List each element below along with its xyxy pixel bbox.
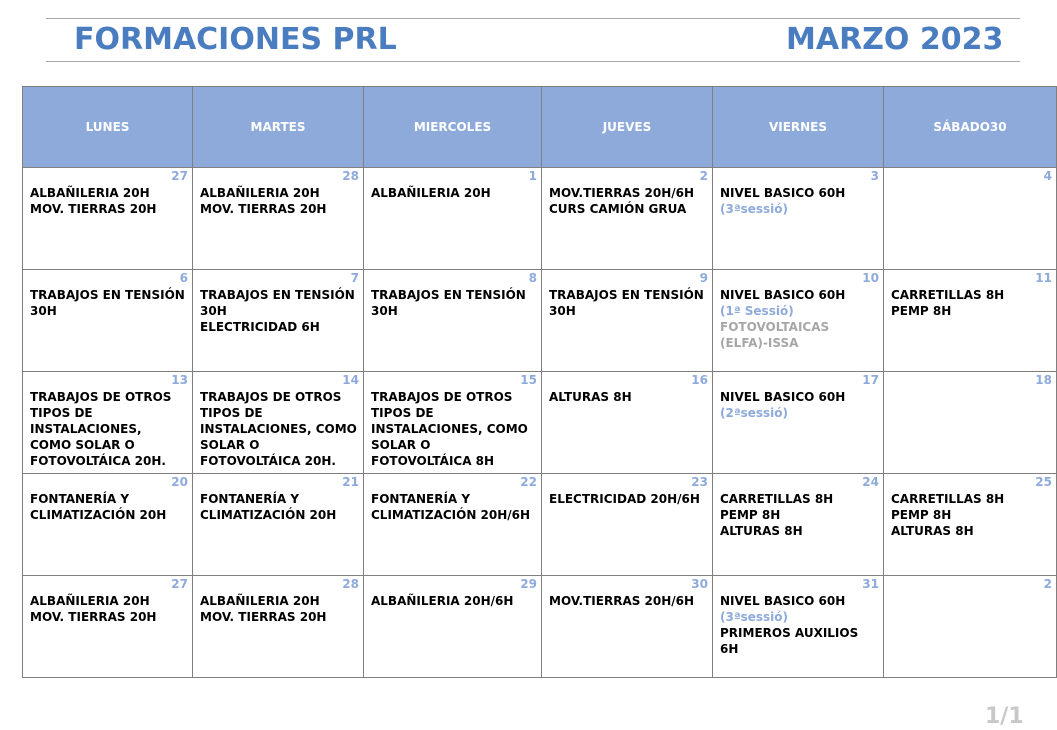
- course-entry: ALBAÑILERIA 20H/6H: [371, 594, 514, 608]
- course-entry: NIVEL BASICO 60H: [720, 594, 846, 608]
- day-cell: [884, 168, 1057, 270]
- day-cell: [713, 576, 884, 678]
- course-list: [364, 183, 541, 201]
- calendar-table: [22, 86, 1057, 678]
- course-entry: FONTANERÍA Y CLIMATIZACIÓN 20H: [30, 492, 167, 522]
- course-entry: CURS CAMIÓN GRUA: [549, 202, 687, 216]
- week-row: [23, 372, 1057, 474]
- day-number: 9: [699, 271, 708, 285]
- day-number: 10: [862, 271, 879, 285]
- day-number: 28: [342, 169, 359, 183]
- document-title: FORMACIONES PRL: [74, 22, 397, 57]
- course-list: [193, 285, 363, 335]
- day-number: 2: [1043, 577, 1052, 591]
- course-entry: TRABAJOS DE OTROS TIPOS DE INSTALACIONES, COMO SOLAR O FOTOVOLTÁICA 20H.: [200, 390, 357, 468]
- course-entry: MOV. TIERRAS 20H: [30, 202, 157, 216]
- course-list: [193, 489, 363, 523]
- course-entry: TRABAJOS EN TENSIÓN 30H: [371, 288, 526, 318]
- day-number: 15: [520, 373, 537, 387]
- day-cell: [884, 372, 1057, 474]
- day-number: 3: [870, 169, 879, 183]
- day-number: 29: [520, 577, 537, 591]
- course-list: [542, 591, 712, 609]
- course-entry: ALBAÑILERIA 20H: [200, 594, 320, 608]
- day-number: 1: [528, 169, 537, 183]
- course-entry: TRABAJOS EN TENSIÓN 30H: [30, 288, 185, 318]
- course-entry: TRABAJOS EN TENSIÓN 30H: [549, 288, 704, 318]
- day-number: 7: [350, 271, 359, 285]
- day-number: 22: [520, 475, 537, 489]
- course-entry: ALBAÑILERIA 20H: [30, 594, 150, 608]
- course-list: [23, 183, 192, 217]
- day-cell: [193, 270, 364, 372]
- weekday-header: JUEVES: [542, 87, 713, 168]
- weekday-header: LUNES: [23, 87, 193, 168]
- course-entry: ELECTRICIDAD 6H: [200, 320, 320, 334]
- weekday-header-row: [23, 87, 1057, 168]
- day-number: 4: [1043, 169, 1052, 183]
- day-number: 30: [691, 577, 708, 591]
- course-list: [23, 591, 192, 625]
- session-label: (1ª Sessió): [720, 304, 794, 318]
- day-number: 18: [1035, 373, 1052, 387]
- course-list: [364, 591, 541, 609]
- course-list: [23, 387, 192, 469]
- course-list: [193, 183, 363, 217]
- course-list: [884, 387, 1056, 389]
- course-list: [713, 489, 883, 539]
- day-number: 8: [528, 271, 537, 285]
- weekday-header: MIERCOLES: [364, 87, 542, 168]
- course-list: [713, 183, 883, 217]
- course-entry: PEMP 8H: [891, 304, 952, 318]
- course-list: [364, 387, 541, 469]
- course-list: [884, 183, 1056, 185]
- course-entry: NIVEL BASICO 60H: [720, 390, 846, 404]
- day-number: 25: [1035, 475, 1052, 489]
- course-entry: ALTURAS 8H: [720, 524, 803, 538]
- day-cell: [23, 168, 193, 270]
- day-cell: [542, 474, 713, 576]
- day-cell: [364, 168, 542, 270]
- course-entry: ELECTRICIDAD 20H/6H: [549, 492, 700, 506]
- course-entry: MOV.TIERRAS 20H/6H: [549, 186, 695, 200]
- day-number: 23: [691, 475, 708, 489]
- course-entry: CARRETILLAS 8H: [891, 288, 1005, 302]
- day-cell: [23, 576, 193, 678]
- weekday-header: VIERNES: [713, 87, 884, 168]
- session-label: (3ªsessió): [720, 202, 789, 216]
- course-entry: ALTURAS 8H: [891, 524, 974, 538]
- course-entry: FONTANERÍA Y CLIMATIZACIÓN 20H/6H: [371, 492, 531, 522]
- course-entry: MOV. TIERRAS 20H: [200, 610, 327, 624]
- course-entry: MOV. TIERRAS 20H: [200, 202, 327, 216]
- day-cell: [364, 270, 542, 372]
- header-top-rule: [46, 18, 1020, 19]
- course-list: [193, 591, 363, 625]
- day-number: 2: [699, 169, 708, 183]
- course-list: [884, 591, 1056, 593]
- calendar-body: [23, 168, 1057, 678]
- course-entry: PEMP 8H: [891, 508, 952, 522]
- day-cell: [23, 372, 193, 474]
- course-list: [542, 387, 712, 405]
- day-cell: [542, 168, 713, 270]
- course-list: [542, 285, 712, 319]
- course-entry: PRIMEROS AUXILIOS 6H: [720, 626, 859, 656]
- course-list: [193, 387, 363, 469]
- course-entry: CARRETILLAS 8H: [720, 492, 834, 506]
- course-list: [364, 285, 541, 319]
- course-list: [23, 489, 192, 523]
- course-list: [713, 285, 883, 351]
- week-row: [23, 270, 1057, 372]
- day-cell: [23, 270, 193, 372]
- day-cell: [713, 474, 884, 576]
- day-cell: [542, 576, 713, 678]
- course-list: [713, 387, 883, 421]
- course-entry: CARRETILLAS 8H: [891, 492, 1005, 506]
- day-number: 13: [171, 373, 188, 387]
- course-list: [542, 183, 712, 217]
- day-number: 27: [171, 169, 188, 183]
- day-cell: [542, 372, 713, 474]
- day-number: 6: [179, 271, 188, 285]
- day-number: 16: [691, 373, 708, 387]
- day-cell: [364, 372, 542, 474]
- day-number: 27: [171, 577, 188, 591]
- page-number: 1/1: [985, 704, 1024, 729]
- course-entry: FONTANERÍA Y CLIMATIZACIÓN 20H: [200, 492, 337, 522]
- day-cell: [542, 270, 713, 372]
- session-label: (3ªsessió): [720, 610, 789, 624]
- course-entry: MOV. TIERRAS 20H: [30, 610, 157, 624]
- course-entry: ALBAÑILERIA 20H: [30, 186, 150, 200]
- day-cell: [193, 474, 364, 576]
- weekday-header: MARTES: [193, 87, 364, 168]
- day-cell: [713, 270, 884, 372]
- course-note: FOTOVOLTAICAS (ELFA)-ISSA: [720, 320, 830, 350]
- day-cell: [713, 372, 884, 474]
- weekday-header: SÁBADO30: [884, 87, 1057, 168]
- course-entry: ALBAÑILERIA 20H: [200, 186, 320, 200]
- course-entry: ALBAÑILERIA 20H: [371, 186, 491, 200]
- course-entry: NIVEL BASICO 60H: [720, 186, 846, 200]
- day-cell: [193, 576, 364, 678]
- day-cell: [364, 576, 542, 678]
- course-entry: PEMP 8H: [720, 508, 781, 522]
- day-cell: [884, 474, 1057, 576]
- course-entry: NIVEL BASICO 60H: [720, 288, 846, 302]
- header-bottom-rule: [46, 61, 1020, 62]
- course-list: [884, 285, 1056, 319]
- course-entry: TRABAJOS DE OTROS TIPOS DE INSTALACIONES, COMO SOLAR O FOTOVOLTÁICA 8H: [371, 390, 528, 468]
- day-cell: [193, 168, 364, 270]
- course-list: [23, 285, 192, 319]
- day-number: 20: [171, 475, 188, 489]
- day-number: 21: [342, 475, 359, 489]
- week-row: [23, 168, 1057, 270]
- session-label: (2ªsessió): [720, 406, 789, 420]
- course-entry: TRABAJOS EN TENSIÓN 30H: [200, 288, 355, 318]
- course-list: [713, 591, 883, 657]
- month-title: MARZO 2023: [786, 22, 1004, 57]
- course-list: [364, 489, 541, 523]
- day-number: 14: [342, 373, 359, 387]
- day-cell: [713, 168, 884, 270]
- course-list: [884, 489, 1056, 539]
- week-row: [23, 576, 1057, 678]
- day-number: 24: [862, 475, 879, 489]
- day-cell: [193, 372, 364, 474]
- course-list: [542, 489, 712, 507]
- day-cell: [884, 576, 1057, 678]
- day-number: 17: [862, 373, 879, 387]
- course-entry: TRABAJOS DE OTROS TIPOS DE INSTALACIONES, COMO SOLAR O FOTOVOLTÁICA 20H.: [30, 390, 172, 468]
- week-row: [23, 474, 1057, 576]
- course-entry: ALTURAS 8H: [549, 390, 632, 404]
- day-cell: [364, 474, 542, 576]
- day-cell: [884, 270, 1057, 372]
- day-cell: [23, 474, 193, 576]
- course-entry: MOV.TIERRAS 20H/6H: [549, 594, 695, 608]
- day-number: 28: [342, 577, 359, 591]
- day-number: 11: [1035, 271, 1052, 285]
- day-number: 31: [862, 577, 879, 591]
